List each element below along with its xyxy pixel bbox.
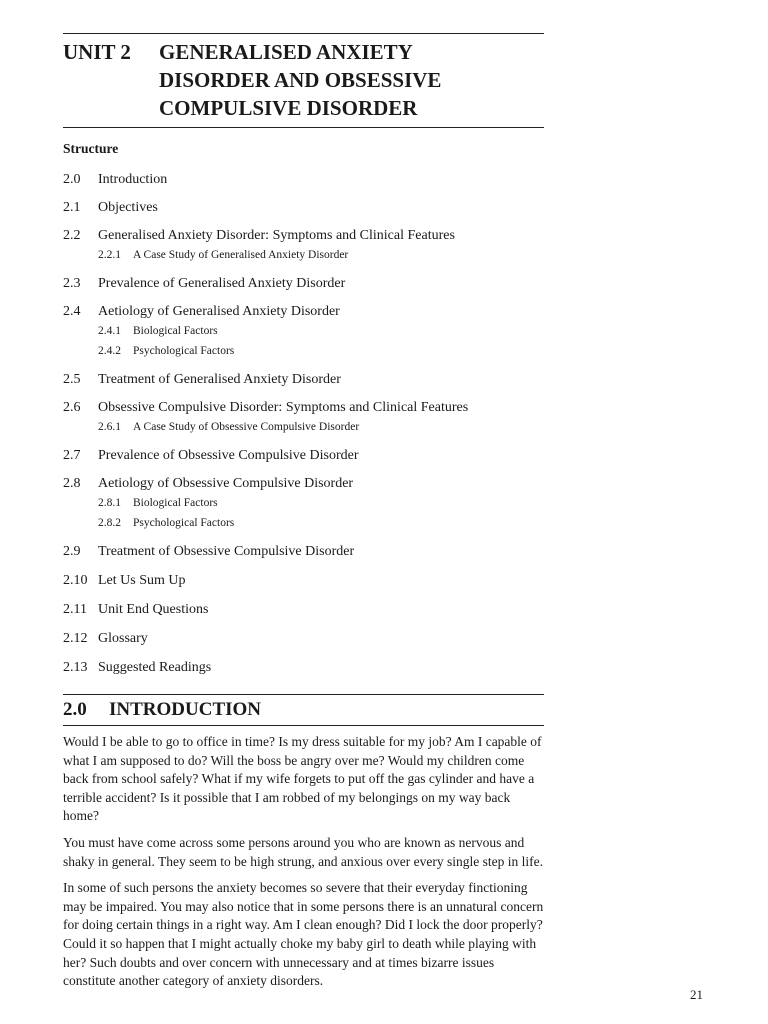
toc-subitem-title: A Case Study of Generalised Anxiety Disorder [133, 249, 349, 261]
toc-item-title: Suggested Readings [98, 660, 212, 675]
toc-item-title: Let Us Sum Up [98, 573, 186, 588]
toc-item-title: Aetiology of Obsessive Compulsive Disorder [98, 476, 354, 491]
toc-subitem-number: 2.8.1 [98, 497, 121, 509]
toc-subitem-title: Psychological Factors [133, 345, 235, 357]
unit-title-line: GENERALISED ANXIETY [159, 40, 413, 64]
toc-item [63, 475, 544, 533]
toc-subitem-number: 2.4.1 [98, 325, 121, 337]
toc-item [63, 303, 544, 361]
toc-item-number: 2.4 [63, 304, 81, 319]
toc-subitem-title: Psychological Factors [133, 517, 235, 529]
toc-item-title: Objectives [98, 200, 158, 215]
toc-item-number: 2.11 [63, 602, 87, 617]
unit-header [63, 34, 544, 127]
toc-item-number: 2.6 [63, 400, 81, 415]
toc-item-number: 2.7 [63, 448, 81, 463]
section-number: 2.0 [63, 699, 87, 720]
toc-subitem [63, 417, 544, 437]
toc-item-title: Prevalence of Obsessive Compulsive Disorder [98, 448, 359, 463]
body-paragraph: In some of such persons the anxiety becomes so severe that their everyday finctioning may be impaired. You may also notice that in some persons there is an unnatural concern for doing certain things in a right way. Am I clean enough? Did I lock the door properly? Could it so happen that I might actually choke my baby girl to death while playing with her? Such doubts and over concern with unnecessary and at times bizarre issues constitute another category of anxiety disorders. [63, 880, 544, 989]
section-heading [63, 695, 544, 725]
toc-subitem-title: A Case Study of Obsessive Compulsive Disorder [133, 421, 360, 433]
body-paragraph: Would I be able to go to office in time? Is my dress suitable for my job? Am I capable of what I am supposed to do? Will the boss be angry over me? Would my children come back from school safely? What if my wife forgets to put off the gas cylinder and have a terrible accident? Is it possible that I am robbed of my belongings on my way back home? [63, 734, 542, 824]
toc-item-title: Unit End Questions [98, 602, 209, 617]
toc-item-number: 2.3 [63, 276, 81, 291]
toc-subitem-number: 2.2.1 [98, 249, 121, 261]
toc-item-number: 2.1 [63, 200, 81, 215]
toc-item-number: 2.8 [63, 476, 81, 491]
page-number: 21 [690, 987, 703, 1002]
section-body [63, 733, 544, 991]
unit-title-line: COMPULSIVE DISORDER [159, 96, 418, 120]
body-paragraph: You must have come across some persons around you who are known as nervous and shaky in general. They seem to be high strung, and anxious over every single step in life. [63, 834, 544, 869]
toc-item [63, 199, 544, 217]
toc-item [63, 543, 544, 561]
header-bottom-rule [63, 127, 544, 128]
toc-item-title: Generalised Anxiety Disorder: Symptoms and Clinical Features [98, 228, 455, 243]
toc-item-number: 2.13 [63, 660, 88, 675]
section-bottom-rule [63, 725, 544, 726]
toc-item [63, 275, 544, 293]
toc-subitem [63, 493, 544, 513]
page-content [63, 0, 544, 991]
toc-subitem [63, 245, 544, 265]
toc-item [63, 572, 544, 590]
structure-heading: Structure [63, 141, 119, 156]
toc-item [63, 171, 544, 189]
toc-subitem-number: 2.6.1 [98, 421, 121, 433]
toc-subitem-number: 2.8.2 [98, 517, 121, 529]
toc-item [63, 399, 544, 437]
toc-subitem-number: 2.4.2 [98, 345, 121, 357]
toc-item-title: Treatment of Generalised Anxiety Disorder [98, 372, 341, 387]
toc-item-number: 2.12 [63, 631, 88, 646]
toc-item-title: Glossary [98, 631, 148, 646]
toc-item-number: 2.0 [63, 172, 81, 187]
table-of-contents [63, 171, 544, 677]
toc-subitem [63, 341, 544, 361]
toc-item [63, 659, 544, 677]
toc-item [63, 371, 544, 389]
toc-subitem-title: Biological Factors [133, 325, 218, 337]
toc-item-number: 2.10 [63, 573, 88, 588]
toc-item-title: Aetiology of Generalised Anxiety Disorder [98, 304, 340, 319]
toc-item [63, 227, 544, 265]
toc-item-number: 2.5 [63, 372, 81, 387]
unit-label: UNIT 2 [63, 40, 131, 64]
toc-item-title: Introduction [98, 172, 168, 187]
toc-item [63, 630, 544, 648]
unit-title-line: DISORDER AND OBSESSIVE [159, 68, 442, 92]
toc-subitem [63, 321, 544, 341]
toc-item-number: 2.9 [63, 544, 81, 559]
toc-subitem-title: Biological Factors [133, 497, 218, 509]
unit-title [159, 38, 544, 122]
toc-item-title: Prevalence of Generalised Anxiety Disorder [98, 276, 346, 291]
toc-item [63, 601, 544, 619]
toc-item [63, 447, 544, 465]
toc-item-title: Treatment of Obsessive Compulsive Disorder [98, 544, 355, 559]
toc-item-title: Obsessive Compulsive Disorder: Symptoms and Clinical Features [98, 400, 469, 415]
toc-subitem [63, 513, 544, 533]
toc-item-number: 2.2 [63, 228, 81, 243]
section-title: INTRODUCTION [109, 699, 262, 720]
